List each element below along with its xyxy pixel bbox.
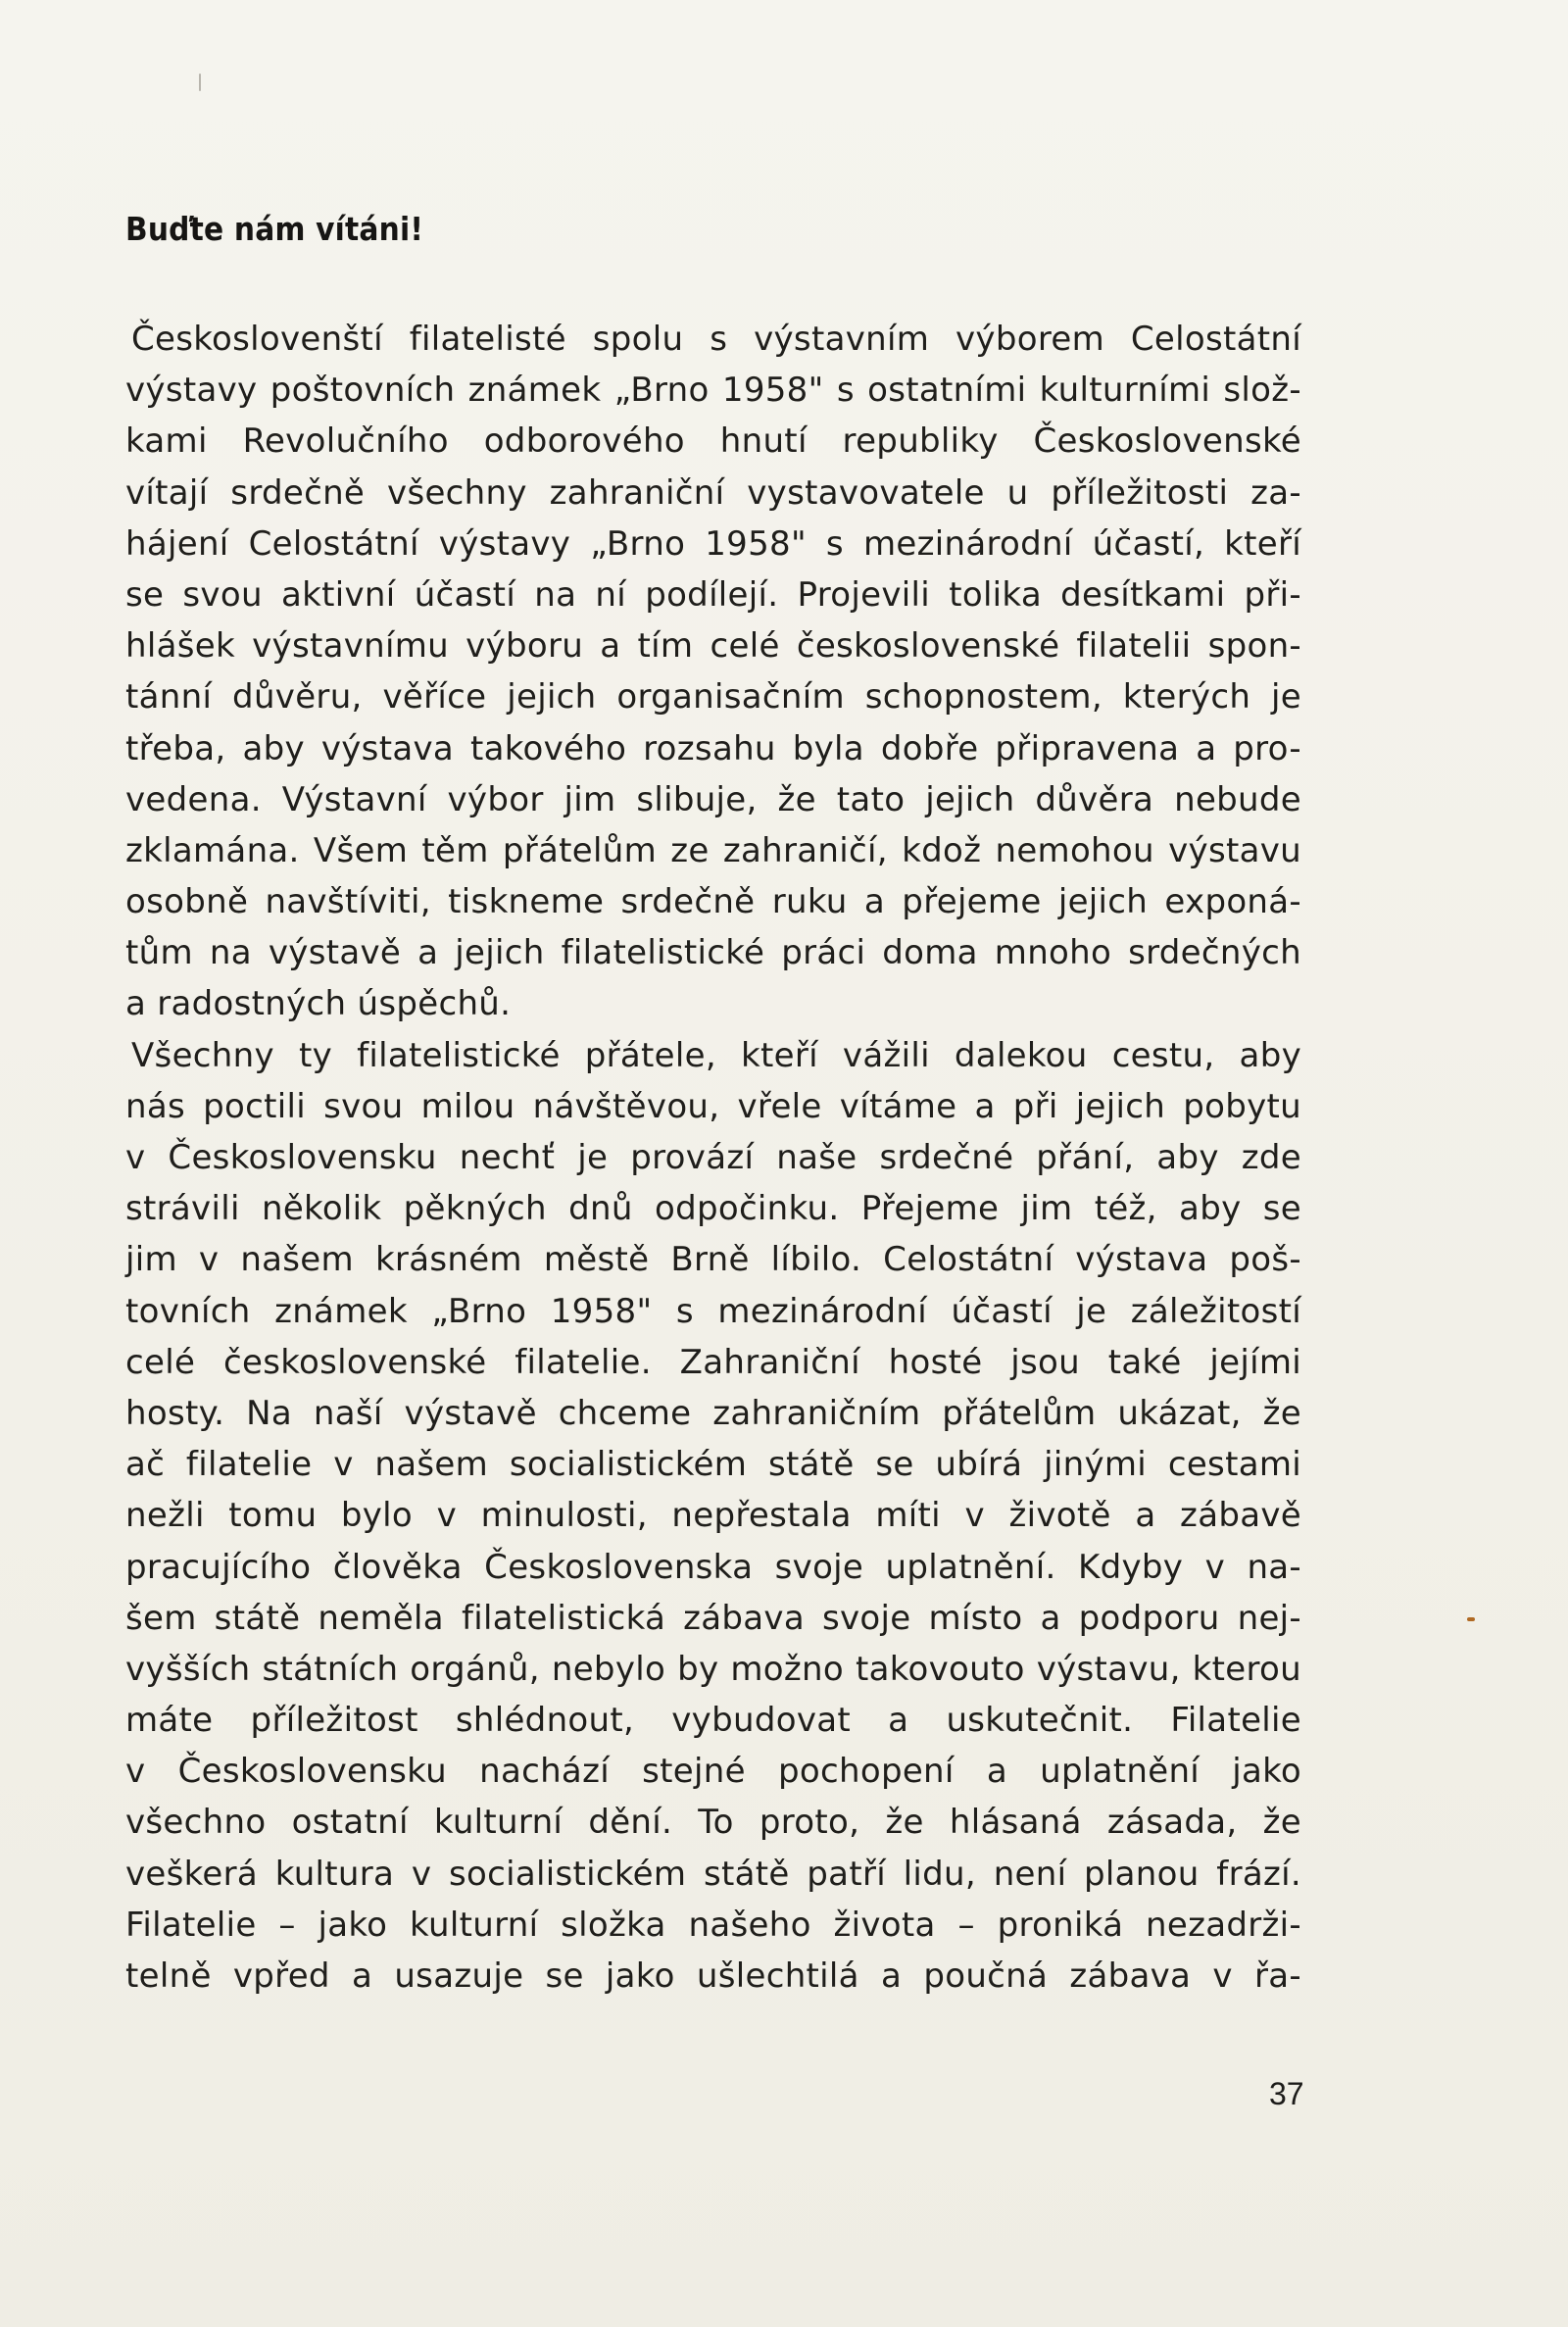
text-line: tovních známek „Brno 1958" s mezinárodní účastí je záležitostí (125, 1291, 1301, 1331)
text-line: v Československu nechť je provází naše srdečné přání, aby zde (125, 1138, 1301, 1177)
text-line: Českoslovenští filatelisté spolu s výstavním výborem Celostátní (131, 320, 1301, 359)
text-line: třeba, aby výstava takového rozsahu byla dobře připravena a pro- (125, 728, 1301, 768)
text-line: ač filatelie v našem socialistickém státě se ubírá jinými cestami (125, 1445, 1301, 1485)
text-line: veškerá kultura v socialistickém státě patří lidu, není planou frází. (125, 1854, 1301, 1894)
text-line: v Československu nachází stejné pochopení a uplatnění jako (125, 1752, 1301, 1792)
paper-speck (1467, 1617, 1475, 1621)
text-line: kami Revolučního odborového hnutí republiky Československé (125, 421, 1301, 462)
text-line: Filatelie – jako kulturní složka našeho života – proniká nezadrži- (125, 1905, 1301, 1945)
text-line: vyšších státních orgánů, nebylo by možno takovouto výstavu, kterou (125, 1649, 1301, 1689)
text-line: nežli tomu bylo v minulosti, nepřestala míti v životě a zábavě (125, 1496, 1301, 1536)
text-line: všechno ostatní kulturní dění. To proto, že hlásaná zásada, že (125, 1803, 1301, 1843)
text-line: Všechny ty filatelistické přátele, kteří vážili dalekou cestu, aby (131, 1035, 1301, 1075)
text-line: pracujícího člověka Československa svoje uplatnění. Kdyby v na- (125, 1547, 1301, 1587)
page-number: 37 (1269, 2076, 1304, 2111)
text-line: výstavy poštovních známek „Brno 1958" s ostatními kulturními slož- (125, 371, 1301, 411)
text-line: hájení Celostátní výstavy „Brno 1958" s mezinárodní účastí, kteří (125, 523, 1301, 564)
text-line: šem státě neměla filatelistická zábava svoje místo a podporu nej- (125, 1598, 1301, 1638)
text-line: a radostných úspěchů. (125, 984, 512, 1024)
body-text (125, 314, 1301, 2002)
text-line: hosty. Na naší výstavě chceme zahraničním přátelům ukázat, že (125, 1393, 1301, 1433)
text-line: tánní důvěru, věříce jejich organisačním schopnostem, kterých je (125, 677, 1301, 718)
text-line: hlášek výstavnímu výboru a tím celé československé filatelii spon- (125, 626, 1301, 667)
text-line: se svou aktivní účastí na ní podílejí. Projevili tolika desítkami při- (125, 574, 1301, 615)
text-line: celé československé filatelie. Zahraniční hosté jsou také jejími (125, 1342, 1301, 1382)
text-line: vítají srdečně všechny zahraniční vystavovatele u příležitosti za- (125, 472, 1301, 513)
text-line: máte příležitost shlédnout, vybudovat a uskutečnit. Filatelie (125, 1701, 1301, 1741)
text-line: telně vpřed a usazuje se jako ušlechtilá a poučná zábava v řa- (125, 1956, 1301, 1996)
text-line: jim v našem krásném městě Brně líbilo. Celostátní výstava poš- (125, 1240, 1301, 1280)
page-heading: Buďte nám vítáni! (125, 210, 424, 248)
text-line: vedena. Výstavní výbor jim slibuje, že tato jejich důvěra nebude (125, 779, 1301, 819)
text-line: zklamána. Všem těm přátelům ze zahraničí, kdož nemohou výstavu (125, 830, 1301, 870)
text-line: nás poctili svou milou návštěvou, vřele vítáme a při jejich pobytu (125, 1086, 1301, 1126)
text-line: tům na výstavě a jejich filatelistické práci doma mnoho srdečných (125, 933, 1301, 973)
text-line: osobně navštíviti, tiskneme srdečně ruku a přejeme jejich exponá- (125, 882, 1301, 922)
text-line: strávili několik pěkných dnů odpočinku. Přejeme jim též, aby se (125, 1189, 1301, 1229)
scan-artifact-mark (199, 74, 201, 91)
